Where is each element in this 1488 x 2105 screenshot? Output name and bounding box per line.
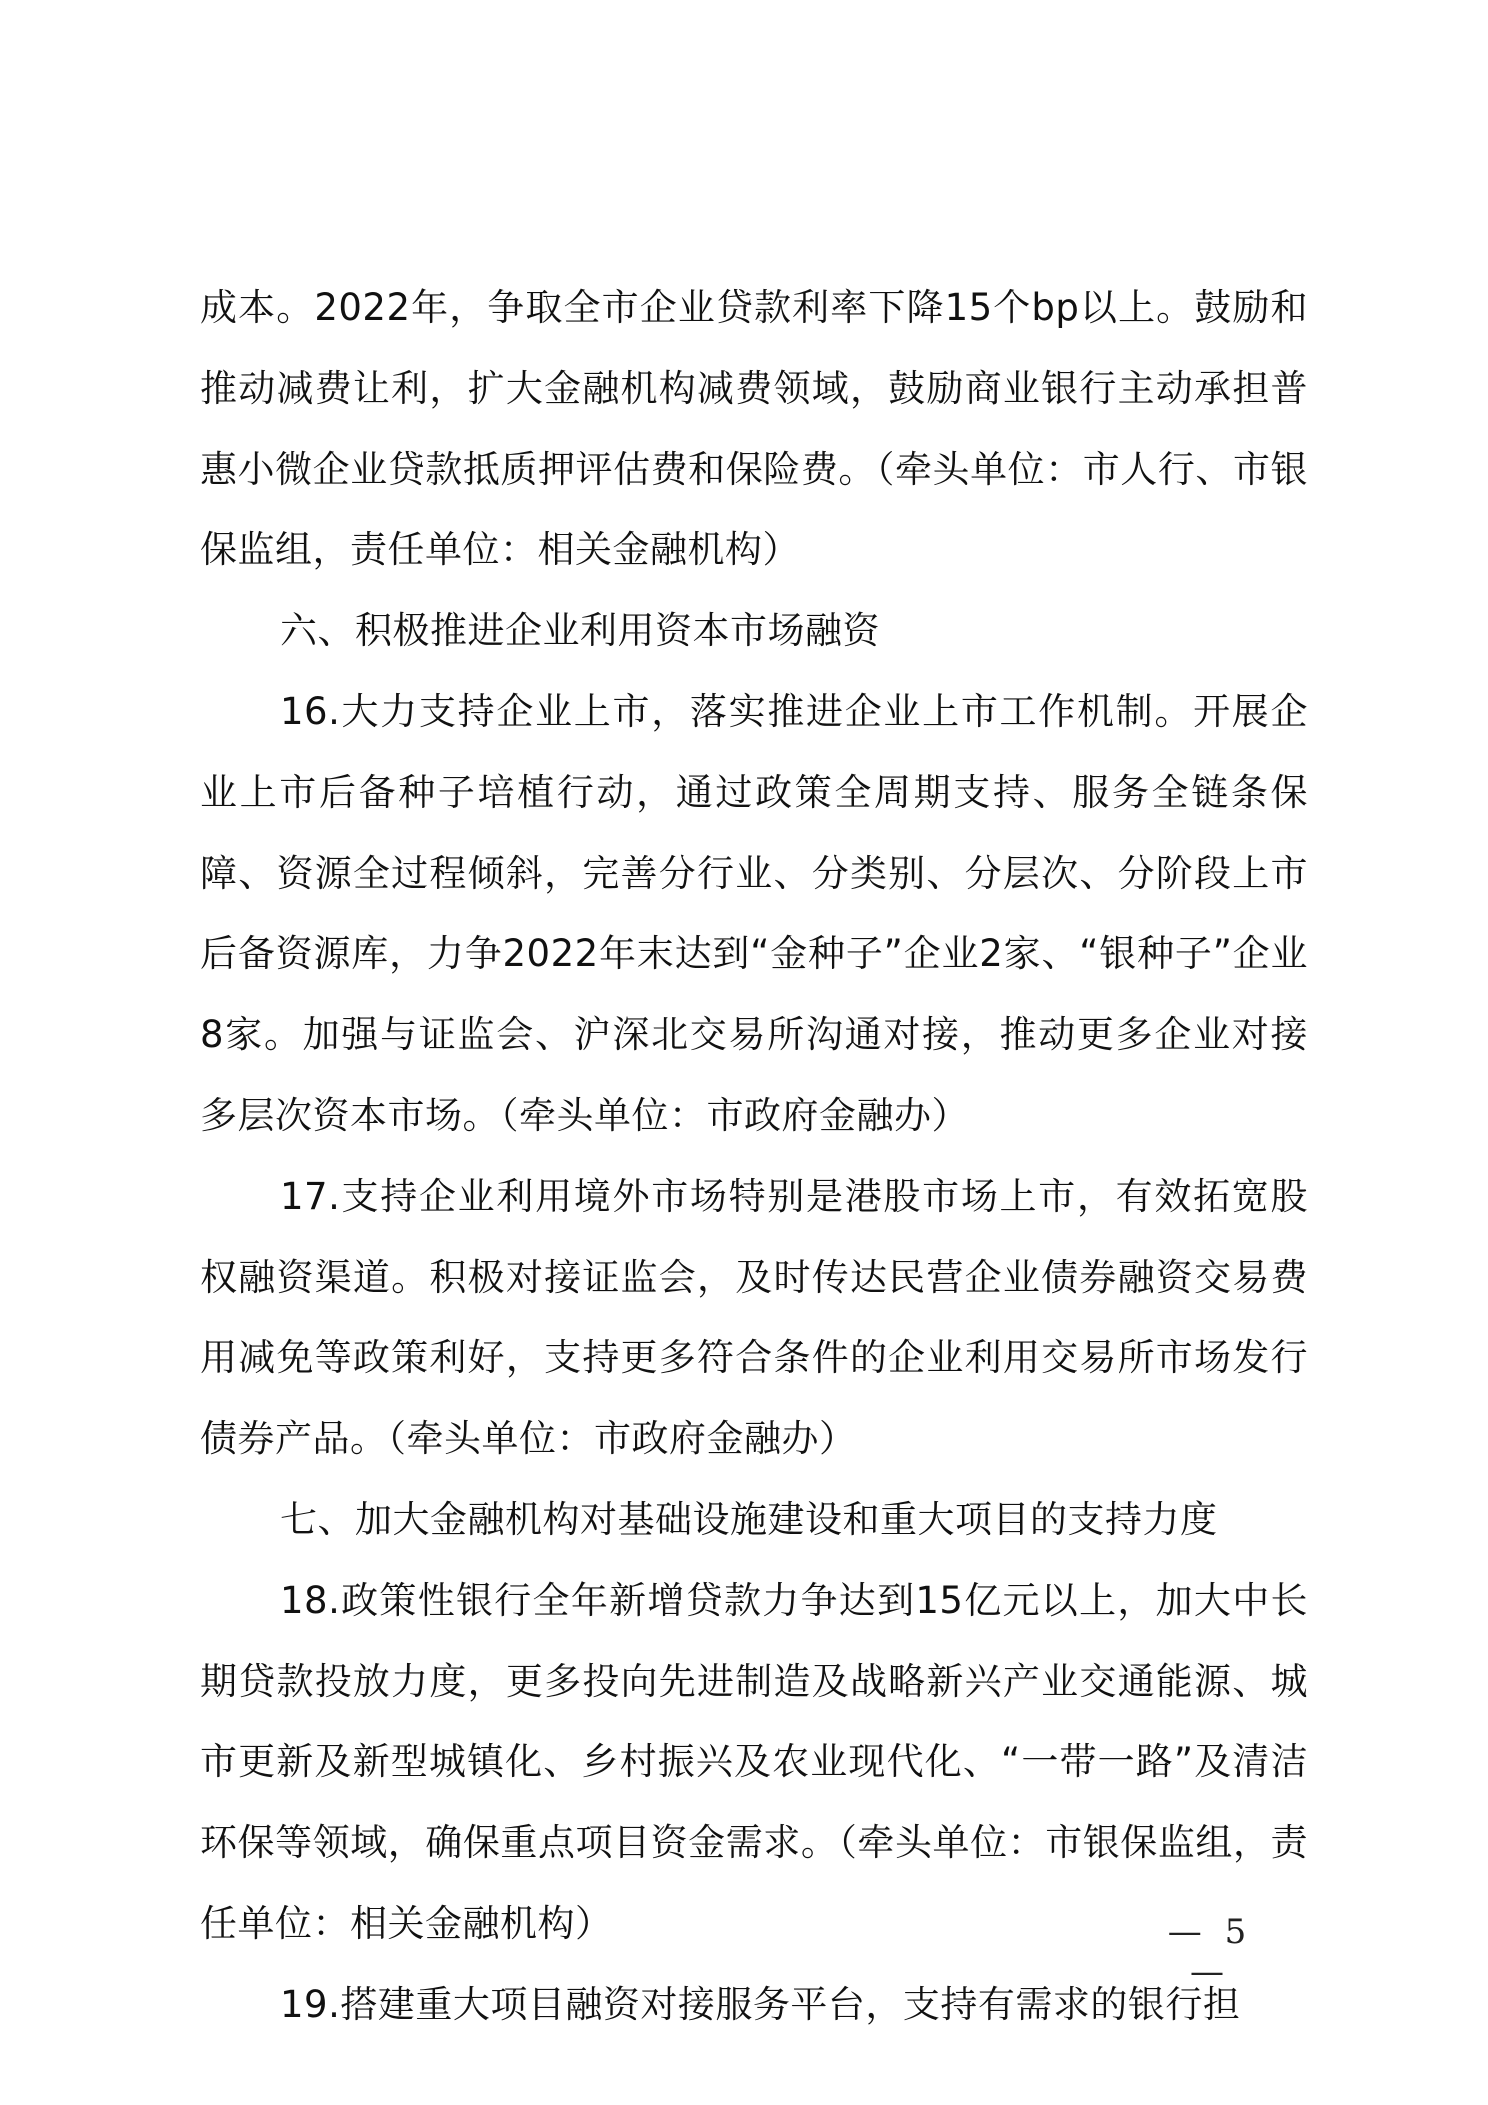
paragraph-item-16: 16.大力支持企业上市，落实推进企业上市工作机制。开展企业上市后备种子培植行动，通过政策全周期支持、服务全链条保障、资源全过程倾斜，完善分行业、分类别、分层次、分阶段上市后备资源库，力争2022年末达到“金种子”企业2家、“银种子”企业8家。加强与证监会、沪深北交易所沟通对接，推动更多企业对接多层次资本市场。（牵头单位：市政府金融办） [200, 689, 1308, 1137]
paragraph-item-18: 18.政策性银行全年新增贷款力争达到15亿元以上，加大中长期贷款投放力度，更多投向先进制造及战略新兴产业交通能源、城市更新及新型城镇化、乡村振兴及农业现代化、“一带一路”及清洁环保等领域，确保重点项目资金需求。（牵头单位：市银保监组，责任单位：相关金融机构） [200, 1578, 1308, 1945]
section-heading-infrastructure: 七、加大金融机构对基础设施建设和重大项目的支持力度 [280, 1497, 1218, 1541]
paragraph-item-17: 17.支持企业利用境外市场特别是港股市场上市，有效拓宽股权融资渠道。积极对接证监会，及时传达民营企业债券融资交易费用减免等政策利好，支持更多符合条件的企业利用交易所市场发行债券产品。（牵头单位：市政府金融办） [200, 1174, 1308, 1461]
paragraph-item-19: 19.搭建重大项目融资对接服务平台，支持有需求的银行担 [280, 1982, 1241, 2026]
paragraph-cost-reduction: 成本。2022年，争取全市企业贷款利率下降15个bp以上。鼓励和推动减费让利，扩大金融机构减费领域，鼓励商业银行主动承担普惠小微企业贷款抵质押评估费和保险费。（牵头单位：市人行、市银保监组，责任单位：相关金融机构） [200, 286, 1308, 572]
body-text [200, 268, 1308, 2046]
page-number: — 5 — [1167, 1912, 1253, 1992]
section-heading-capital-market: 六、积极推进企业利用资本市场融资 [280, 609, 880, 653]
